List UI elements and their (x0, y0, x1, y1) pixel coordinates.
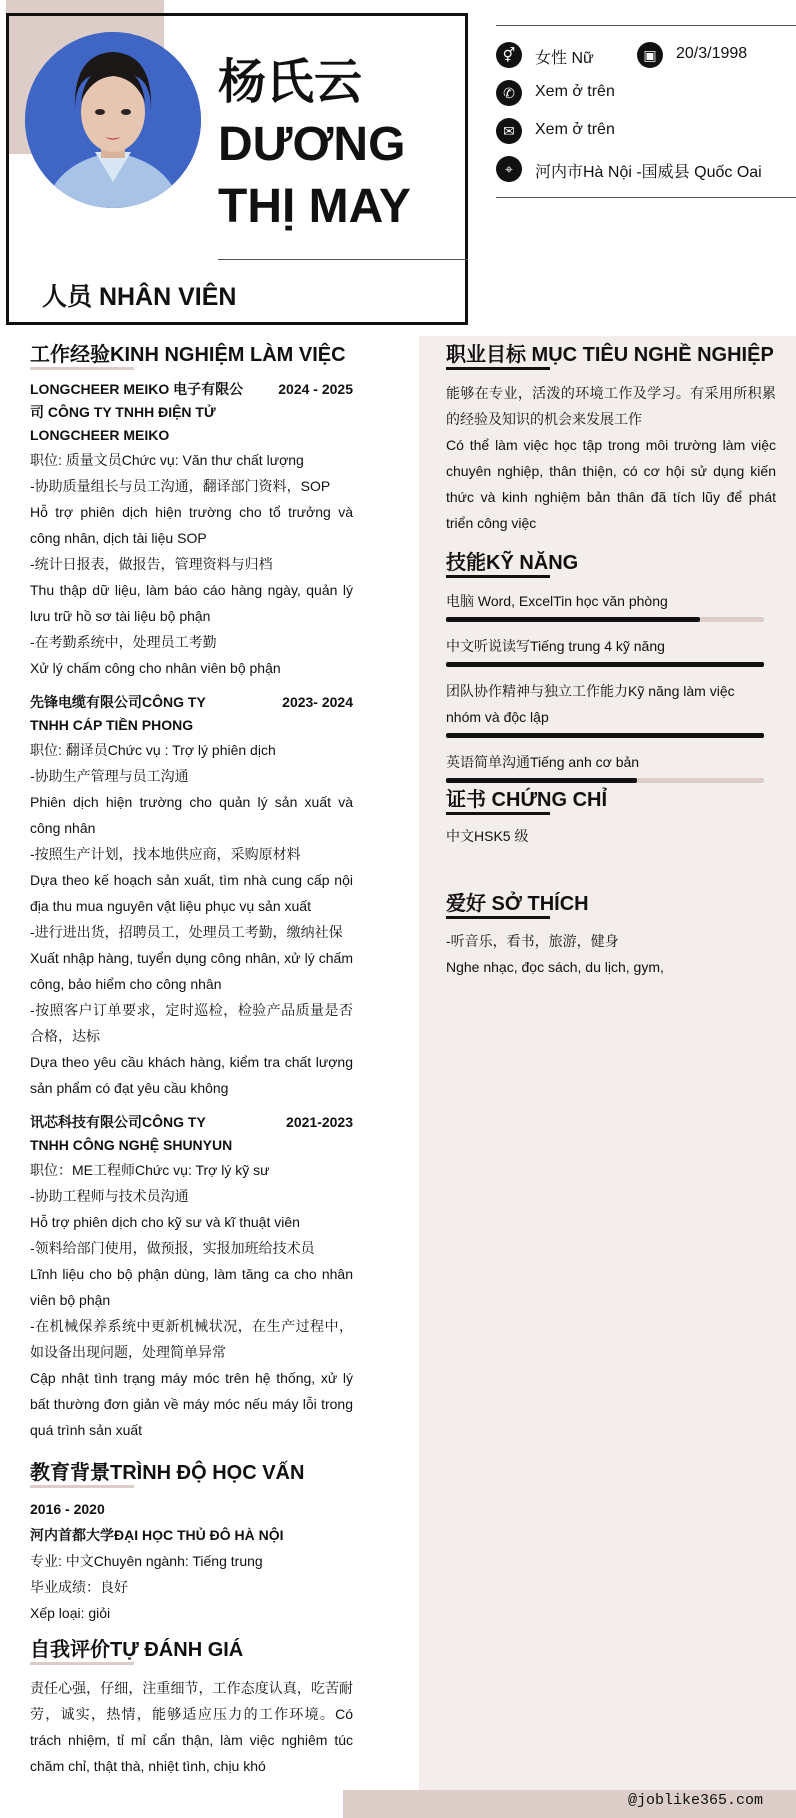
self-eval-text: 责任心强，仔细，注重细节，工作态度认真，吃苦耐劳，诚实，热情，能够适应压力的工作环境。Có trách nhiệm, tỉ mỉ cẩn thận, làm việc nghiêm túc chăm chỉ, thật thà, nhiệt tình, chịu khó (30, 1680, 353, 1774)
job-entry (30, 1111, 353, 1443)
email-value: Xem ở trên (535, 121, 615, 138)
self-eval-section (30, 1675, 353, 1779)
job-line: Cập nhật tình trạng máy móc trên hệ thống, xử lý bất thường đơn giản về máy móc nếu máy lỗi trong quá trình sản xuất (30, 1370, 353, 1438)
calendar-icon: ▣ (637, 42, 663, 68)
contact-top-divider (496, 25, 796, 26)
education-underline (30, 1485, 134, 1488)
education-line: Xếp loại: giỏi (30, 1605, 111, 1621)
objective-underline (446, 367, 550, 370)
experience-title: 工作经验KINH NGHIỆM LÀM VIỆC (30, 344, 346, 366)
hobbies-title: 爱好 SỞ THÍCH (446, 893, 589, 915)
objective-text-zh: 能够在专业，活泼的环境工作及学习。有采用所积累的经验及知识的机会来发展工作 (446, 385, 776, 427)
job-company: LONGCHEER MEIKO 电子有限公司 CÔNG TY TNHH ĐIỆN TỬ LONGCHEER MEIKO (30, 381, 244, 443)
education-title: 教育背景TRÌNH ĐỘ HỌC VẤN (30, 1462, 305, 1484)
job-line: Hỗ trợ phiên dịch hiện trường cho tổ trưởng và công nhân, dịch tài liệu SOP (30, 504, 353, 546)
job-line: Phiên dịch hiện trường cho quản lý sản xuất và công nhân (30, 794, 353, 836)
job-line: 职位: 质量文员Chức vụ: Văn thư chất lượng (30, 452, 304, 468)
gender-value: 女性 Nữ (535, 50, 594, 67)
certificates-title: 证书 CHỨNG CHỈ (446, 789, 608, 811)
job-line: -按照生产计划，找本地供应商，采购原材料 (30, 846, 301, 862)
job-line: Hỗ trợ phiên dịch cho kỹ sư và kĩ thuật viên (30, 1214, 300, 1230)
certificates-underline (446, 812, 550, 815)
job-line: -协助质量组长与员工沟通，翻译部门资料，SOP (30, 478, 331, 494)
objective-section (446, 380, 776, 536)
location-icon: ⌖ (496, 156, 522, 182)
experience-underline (30, 367, 134, 370)
skill-bar-fill (446, 662, 764, 667)
job-line: -在考勤系统中，处理员工考勤 (30, 634, 217, 650)
job-company: 先锋电缆有限公司CÔNG TY TNHH CÁP TIỀN PHONG (30, 694, 206, 733)
skill-bar-track (446, 617, 764, 622)
job-date: 2024 - 2025 (278, 381, 353, 397)
phone-value: Xem ở trên (535, 83, 615, 100)
job-company: 讯芯科技有限公司CÔNG TY TNHH CÔNG NGHỆ SHUNYUN (30, 1114, 233, 1153)
hobbies-section (446, 928, 776, 980)
certificate-text: 中文HSK5 级 (446, 828, 529, 844)
education-years: 2016 - 2020 (30, 1501, 105, 1517)
job-header (30, 1111, 353, 1157)
job-date: 2021-2023 (286, 1114, 353, 1130)
job-line: 职位：ME工程师Chức vụ: Trợ lý kỹ sư (30, 1162, 270, 1178)
job-header (30, 691, 353, 737)
skills-title: 技能KỸ NĂNG (446, 552, 579, 574)
job-line: -在机械保养系统中更新机械状况，在生产过程中，如设备出现问题，处理简单异常 (30, 1318, 353, 1360)
job-line: Lĩnh liệu cho bộ phận dùng, làm tăng ca cho nhân viên bộ phận (30, 1266, 353, 1308)
education-school: 河内首都大学ĐẠI HỌC THỦ ĐÔ HÀ NỘI (30, 1527, 284, 1543)
education-line: 毕业成绩：良好 (30, 1579, 128, 1595)
address-value: 河内市Hà Nội -国威县 Quốc Oai (535, 164, 762, 181)
name-line-2: THỊ MAY (218, 180, 411, 233)
name-line-1: DƯƠNG (218, 118, 406, 171)
skill-bar-track (446, 662, 764, 667)
candidate-name (218, 52, 458, 238)
profile-photo (25, 32, 201, 208)
name-divider (218, 259, 468, 260)
objective-title: 职业目标 MỤC TIÊU NGHỀ NGHIỆP (446, 344, 774, 366)
job-entry (30, 691, 353, 1101)
job-date: 2023- 2024 (282, 694, 353, 710)
skill-name: 英语简单沟通Tiếng anh cơ bản (446, 754, 640, 770)
job-line: -统计日报表，做报告，管理资料与归档 (30, 556, 273, 572)
job-line: -协助工程师与技术员沟通 (30, 1188, 189, 1204)
skill-item (446, 678, 764, 738)
skill-name: 中文听说读写Tiếng trung 4 kỹ năng (446, 638, 665, 654)
skill-item (446, 749, 764, 783)
job-line: Xuất nhập hàng, tuyển dụng công nhân, xử lý chấm công, bảo hiểm cho công nhân (30, 950, 353, 992)
education-section (30, 1496, 353, 1626)
skill-bar-track (446, 733, 764, 738)
experience-section (30, 378, 353, 1443)
certificates-section (446, 823, 776, 849)
skill-item (446, 633, 764, 667)
phone-icon: ✆ (496, 80, 522, 106)
job-line: -协助生产管理与员工沟通 (30, 768, 189, 784)
job-line: Dựa theo yêu cầu khách hàng, kiểm tra chất lượng sản phẩm có đạt yêu cầu không (30, 1054, 353, 1096)
skill-name: 电脑 Word, ExcelTin học văn phòng (446, 593, 668, 609)
name-chinese: 杨氏云 (218, 56, 363, 109)
birthdate-value: 20/3/1998 (676, 45, 748, 62)
email-icon: ✉ (496, 118, 522, 144)
contact-bottom-divider (496, 197, 796, 198)
hobbies-zh: -听音乐，看书，旅游，健身 (446, 933, 619, 949)
job-line: -进行进出货，招聘员工，处理员工考勤，缴纳社保 (30, 924, 343, 940)
job-line: Thu thập dữ liệu, làm báo cáo hàng ngày, quản lý lưu trữ hồ sơ tài liệu bộ phận (30, 582, 353, 624)
objective-text-vi: Có thể làm việc học tập trong môi trường làm việc chuyên nghiệp, thân thiện, có cơ hội sử dụng kiến thức và kinh nghiệm bản thân đã tích lũy để phát triển công việc (446, 437, 776, 531)
self-eval-title: 自我评价TỰ ĐÁNH GIÁ (30, 1639, 244, 1661)
skills-section (446, 588, 764, 794)
job-line: Dựa theo kế hoạch sản xuất, tìm nhà cung cấp nội địa thu mua nguyên vật liệu phục vụ sản xuất (30, 872, 353, 914)
gender-icon: ⚥ (496, 42, 522, 68)
job-entry (30, 378, 353, 681)
avatar (25, 32, 201, 208)
footer-watermark: @joblike365.com (628, 1792, 764, 1809)
skill-item (446, 588, 764, 622)
skill-name: 团队协作精神与独立工作能力Kỹ năng làm việc nhóm và độc lập (446, 683, 735, 725)
job-line: Xử lý chấm công cho nhân viên bộ phận (30, 660, 281, 676)
job-line: 职位: 翻译员Chức vụ : Trợ lý phiên dịch (30, 742, 276, 758)
job-line: -领料给部门使用，做预报，实报加班给技术员 (30, 1240, 315, 1256)
skill-bar-fill (446, 617, 700, 622)
hobbies-vi: Nghe nhạc, đọc sách, du lịch, gym, (446, 959, 664, 975)
job-title: 人员 NHÂN VIÊN (42, 283, 237, 311)
self-eval-underline (30, 1662, 134, 1665)
education-line: 专业: 中文Chuyên ngành: Tiếng trung (30, 1553, 263, 1569)
skill-bar-fill (446, 733, 764, 738)
job-header (30, 378, 353, 447)
hobbies-underline (446, 916, 550, 919)
skills-underline (446, 575, 550, 578)
job-line: -按照客户订单要求，定时巡检，检验产品质量是否合格，达标 (30, 1002, 353, 1044)
